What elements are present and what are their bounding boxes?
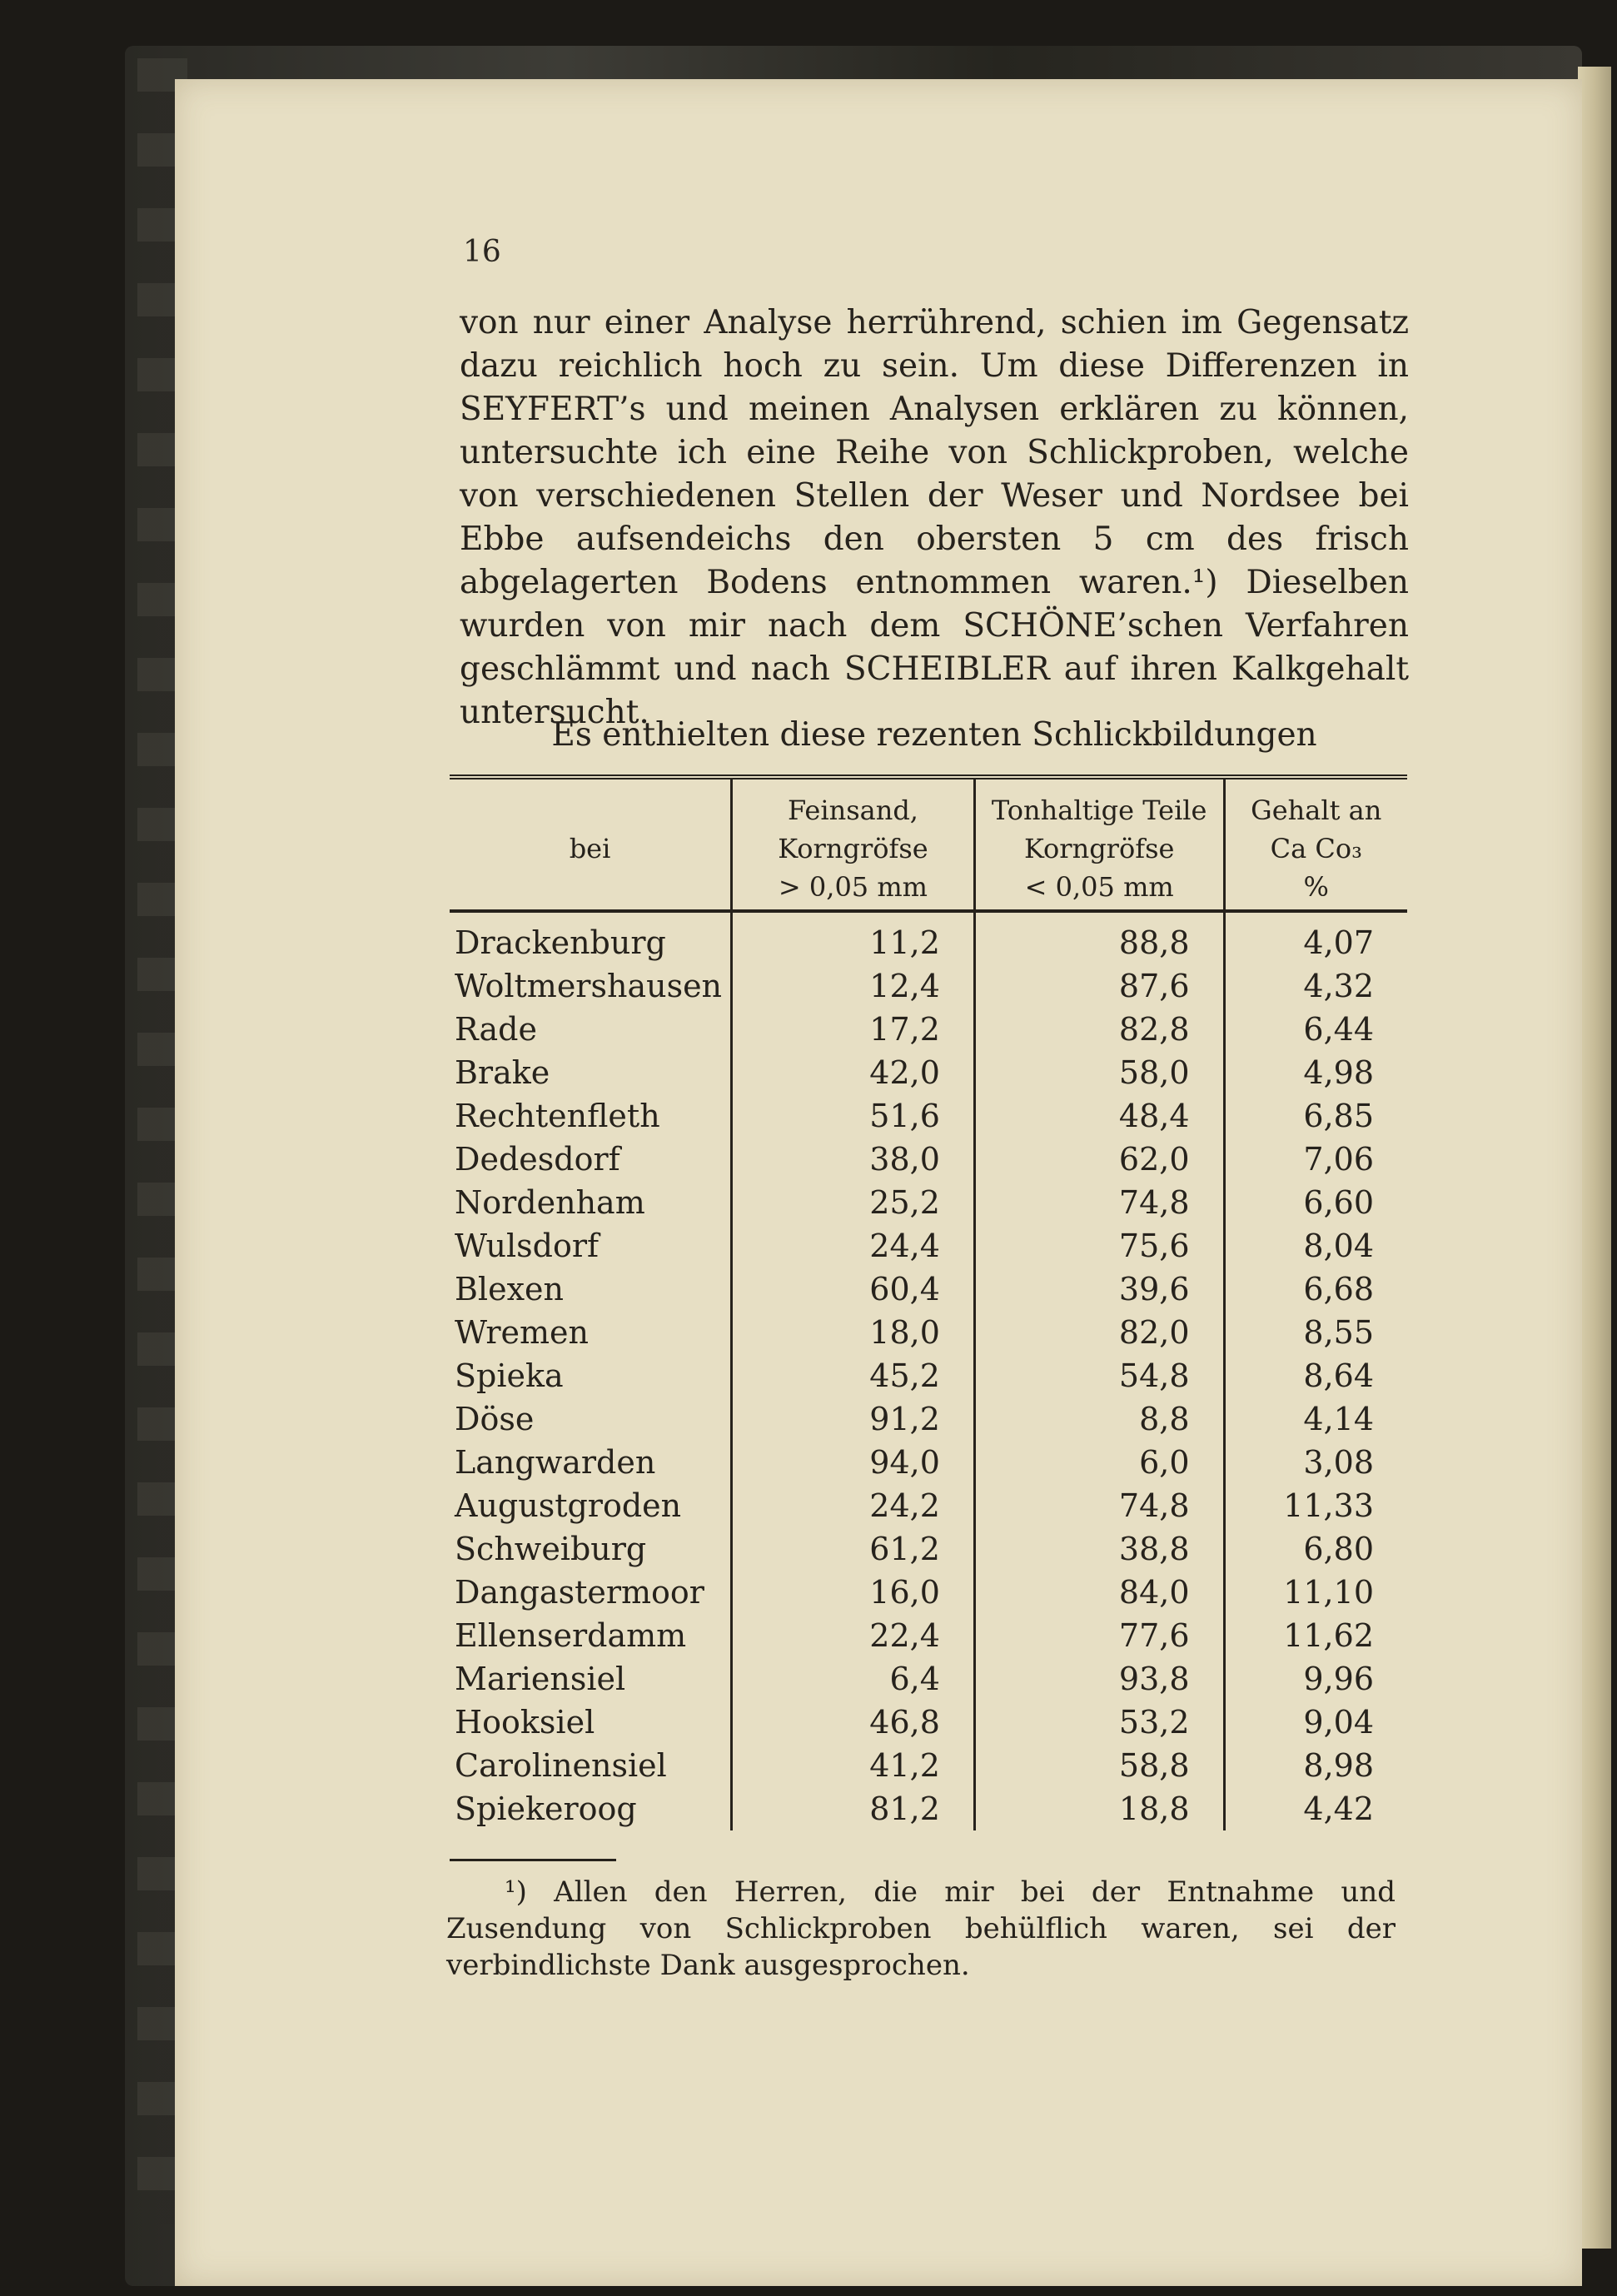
feinsand-cell: 18,0: [732, 1311, 975, 1354]
location-cell: Nordenham: [455, 1184, 645, 1221]
table-row: [450, 1657, 1407, 1701]
caco3-cell: 11,33: [1224, 1484, 1407, 1527]
location-cell: Ellenserdamm: [455, 1617, 687, 1654]
table-row: [450, 1614, 1407, 1657]
feinsand-cell: 42,0: [732, 1051, 975, 1094]
table-row: [450, 1138, 1407, 1181]
header-location: bei: [450, 777, 732, 911]
table-row: [450, 1397, 1407, 1441]
location-cell: Spieka: [455, 1357, 564, 1394]
table-row: [450, 1008, 1407, 1051]
feinsand-cell: 41,2: [732, 1744, 975, 1787]
caco3-cell: 8,55: [1224, 1311, 1407, 1354]
header-tonhaltige-teile: Tonhaltige Teile Korngröfse < 0,05 mm: [974, 777, 1224, 911]
caco3-cell: 4,98: [1224, 1051, 1407, 1094]
data-table: [450, 774, 1407, 1830]
caco3-cell: 11,62: [1224, 1614, 1407, 1657]
feinsand-cell: 12,4: [732, 964, 975, 1008]
tonhaltige-cell: 93,8: [974, 1657, 1224, 1701]
location-cell: Dedesdorf: [455, 1141, 620, 1178]
caco3-cell: 9,96: [1224, 1657, 1407, 1701]
location-cell: Wulsdorf: [455, 1228, 600, 1264]
tonhaltige-cell: 77,6: [974, 1614, 1224, 1657]
feinsand-cell: 60,4: [732, 1268, 975, 1311]
feinsand-cell: 11,2: [732, 911, 975, 964]
location-cell: Mariensiel: [455, 1661, 626, 1697]
tonhaltige-cell: 58,0: [974, 1051, 1224, 1094]
tonhaltige-cell: 74,8: [974, 1484, 1224, 1527]
location-cell: Woltmershausen: [455, 968, 723, 1004]
caco3-cell: 6,85: [1224, 1094, 1407, 1138]
caco3-cell: 6,44: [1224, 1008, 1407, 1051]
location-cell: Schweiburg: [455, 1531, 647, 1567]
tonhaltige-cell: 62,0: [974, 1138, 1224, 1181]
location-cell: Langwarden: [455, 1444, 656, 1481]
page-edge: [1578, 67, 1611, 2249]
table-row: [450, 1268, 1407, 1311]
feinsand-cell: 61,2: [732, 1527, 975, 1571]
tonhaltige-cell: 8,8: [974, 1397, 1224, 1441]
caco3-cell: 8,64: [1224, 1354, 1407, 1397]
header-feinsand: Feinsand, Korngröfse > 0,05 mm: [732, 777, 975, 911]
location-cell: Döse: [455, 1401, 535, 1437]
tonhaltige-cell: 48,4: [974, 1094, 1224, 1138]
caco3-cell: 7,06: [1224, 1138, 1407, 1181]
location-cell: Hooksiel: [455, 1704, 595, 1741]
location-cell: Spiekeroog: [455, 1790, 637, 1827]
table-caption: Es enthielten diese rezenten Schlickbildungen: [551, 716, 1317, 754]
header-caco3: Gehalt an Ca Co₃ %: [1224, 777, 1407, 911]
caco3-cell: 3,08: [1224, 1441, 1407, 1484]
page-number: 16: [463, 235, 501, 269]
table-row: [450, 1484, 1407, 1527]
table-header-row: [450, 777, 1407, 911]
table-row: [450, 1787, 1407, 1830]
tonhaltige-cell: 6,0: [974, 1441, 1224, 1484]
feinsand-cell: 16,0: [732, 1571, 975, 1614]
location-cell: Rade: [455, 1011, 537, 1048]
table-row: [450, 964, 1407, 1008]
feinsand-cell: 91,2: [732, 1397, 975, 1441]
caco3-cell: 6,60: [1224, 1181, 1407, 1224]
footnote: ¹) Allen den Herren, die mir bei der Entnahme und Zusendung von Schlickproben behülflich waren, sei der verbindlichste Dank ausgesprochen.: [446, 1875, 1396, 1982]
table-row: [450, 1701, 1407, 1744]
feinsand-cell: 22,4: [732, 1614, 975, 1657]
feinsand-cell: 17,2: [732, 1008, 975, 1051]
table-row: [450, 911, 1407, 964]
location-cell: Rechtenfleth: [455, 1098, 660, 1134]
table-row: [450, 1744, 1407, 1787]
tonhaltige-cell: 75,6: [974, 1224, 1224, 1268]
tonhaltige-cell: 38,8: [974, 1527, 1224, 1571]
caco3-cell: 6,80: [1224, 1527, 1407, 1571]
feinsand-cell: 81,2: [732, 1787, 975, 1830]
tonhaltige-cell: 74,8: [974, 1181, 1224, 1224]
feinsand-cell: 24,2: [732, 1484, 975, 1527]
feinsand-cell: 38,0: [732, 1138, 975, 1181]
location-cell: Blexen: [455, 1271, 564, 1307]
location-cell: Brake: [455, 1054, 550, 1091]
table-body: [450, 911, 1407, 1830]
caco3-cell: 4,14: [1224, 1397, 1407, 1441]
feinsand-cell: 46,8: [732, 1701, 975, 1744]
table-row: [450, 1051, 1407, 1094]
location-cell: Dangastermoor: [455, 1574, 704, 1611]
caco3-cell: 6,68: [1224, 1268, 1407, 1311]
caco3-cell: 4,42: [1224, 1787, 1407, 1830]
caco3-cell: 9,04: [1224, 1701, 1407, 1744]
feinsand-cell: 25,2: [732, 1181, 975, 1224]
table-row: [450, 1311, 1407, 1354]
table-row: [450, 1441, 1407, 1484]
table-row: [450, 1224, 1407, 1268]
feinsand-cell: 45,2: [732, 1354, 975, 1397]
caco3-cell: 8,04: [1224, 1224, 1407, 1268]
caco3-cell: 8,98: [1224, 1744, 1407, 1787]
caco3-cell: 4,07: [1224, 911, 1407, 964]
table-row: [450, 1094, 1407, 1138]
tonhaltige-cell: 87,6: [974, 964, 1224, 1008]
feinsand-cell: 51,6: [732, 1094, 975, 1138]
footnote-rule: [450, 1859, 616, 1861]
location-cell: Augustgroden: [455, 1487, 682, 1524]
tonhaltige-cell: 39,6: [974, 1268, 1224, 1311]
body-paragraph: von nur einer Analyse herrührend, schien im Gegensatz dazu reichlich hoch zu sein. Um diese Differenzen in SEYFERT’s und meinen Analysen erklären zu können, untersuchte ich eine Reihe von Schlickproben, welche von verschiedenen Stellen der Weser und Nordsee bei Ebbe aufsendeichs den obersten 5 cm des frisch abgelagerten Bodens entnommen waren.¹) Dieselben wurden von mir nach dem SCHÖNE’schen Verfahren geschlämmt und nach SCHEIBLER auf ihren Kalkgehalt untersucht.: [460, 304, 1409, 731]
table-row: [450, 1571, 1407, 1614]
tonhaltige-cell: 53,2: [974, 1701, 1224, 1744]
feinsand-cell: 6,4: [732, 1657, 975, 1701]
table-row: [450, 1354, 1407, 1397]
tonhaltige-cell: 18,8: [974, 1787, 1224, 1830]
location-cell: Wremen: [455, 1314, 589, 1351]
caco3-cell: 11,10: [1224, 1571, 1407, 1614]
feinsand-cell: 24,4: [732, 1224, 975, 1268]
caco3-cell: 4,32: [1224, 964, 1407, 1008]
tonhaltige-cell: 54,8: [974, 1354, 1224, 1397]
location-cell: Drackenburg: [455, 924, 666, 961]
table-row: [450, 1527, 1407, 1571]
feinsand-cell: 94,0: [732, 1441, 975, 1484]
tonhaltige-cell: 82,0: [974, 1311, 1224, 1354]
tonhaltige-cell: 82,8: [974, 1008, 1224, 1051]
table-row: [450, 1181, 1407, 1224]
tonhaltige-cell: 58,8: [974, 1744, 1224, 1787]
tonhaltige-cell: 84,0: [974, 1571, 1224, 1614]
tonhaltige-cell: 88,8: [974, 911, 1224, 964]
location-cell: Carolinensiel: [455, 1747, 667, 1784]
